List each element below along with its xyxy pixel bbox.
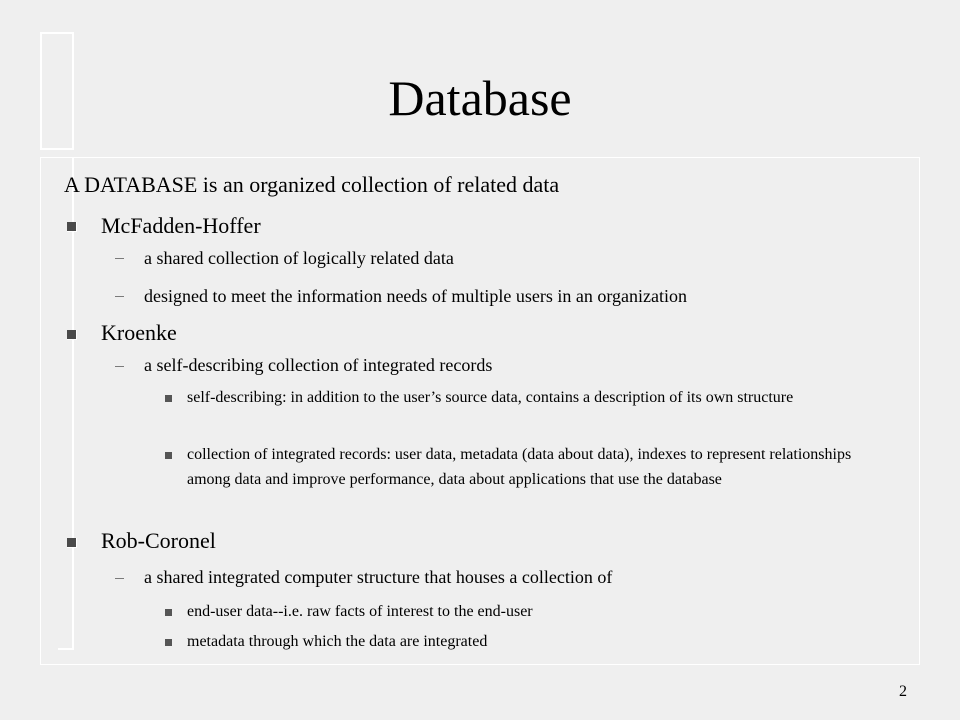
dash-icon (115, 296, 124, 297)
sub-bullet-icon (165, 395, 172, 402)
bullet-icon (67, 222, 77, 232)
bullet-icon (67, 330, 77, 340)
list-item: designed to meet the information needs of multiple users in an organization (144, 286, 688, 306)
sub-list-item: metadata through which the data are integrated (187, 633, 488, 650)
bullet-icon (67, 538, 77, 548)
list-item: a self-describing collection of integrated records (144, 355, 493, 375)
list-item: a shared integrated computer structure that houses a collection of (144, 567, 613, 587)
sub-list-item: end-user data--i.e. raw facts of interest to the end-user (187, 603, 533, 620)
section-heading: McFadden-Hoffer (101, 213, 261, 238)
sub-list-item: collection of integrated records: user data, metadata (data about data), indexes to represent relationships among data and improve performance, data about applications that use the database (187, 446, 852, 488)
dash-icon (115, 258, 124, 259)
page-number: 2 (899, 683, 907, 700)
section-heading: Kroenke (101, 320, 177, 345)
sub-bullet-icon (165, 639, 172, 646)
dash-icon (115, 366, 124, 367)
slide-title: Database (388, 70, 572, 126)
section-heading: Rob-Coronel (101, 528, 216, 553)
decor-line-top (40, 32, 74, 34)
sub-bullet-icon (165, 609, 172, 616)
sub-list-item: self-describing: in addition to the user’s source data, contains a description of its own structure (187, 389, 794, 406)
slide-intro: A DATABASE is an organized collection of related data (64, 172, 560, 197)
list-item: a shared collection of logically related data (144, 248, 454, 268)
dash-icon (115, 578, 124, 579)
decor-line-left-bottom (40, 148, 74, 150)
sub-bullet-icon (165, 452, 172, 459)
